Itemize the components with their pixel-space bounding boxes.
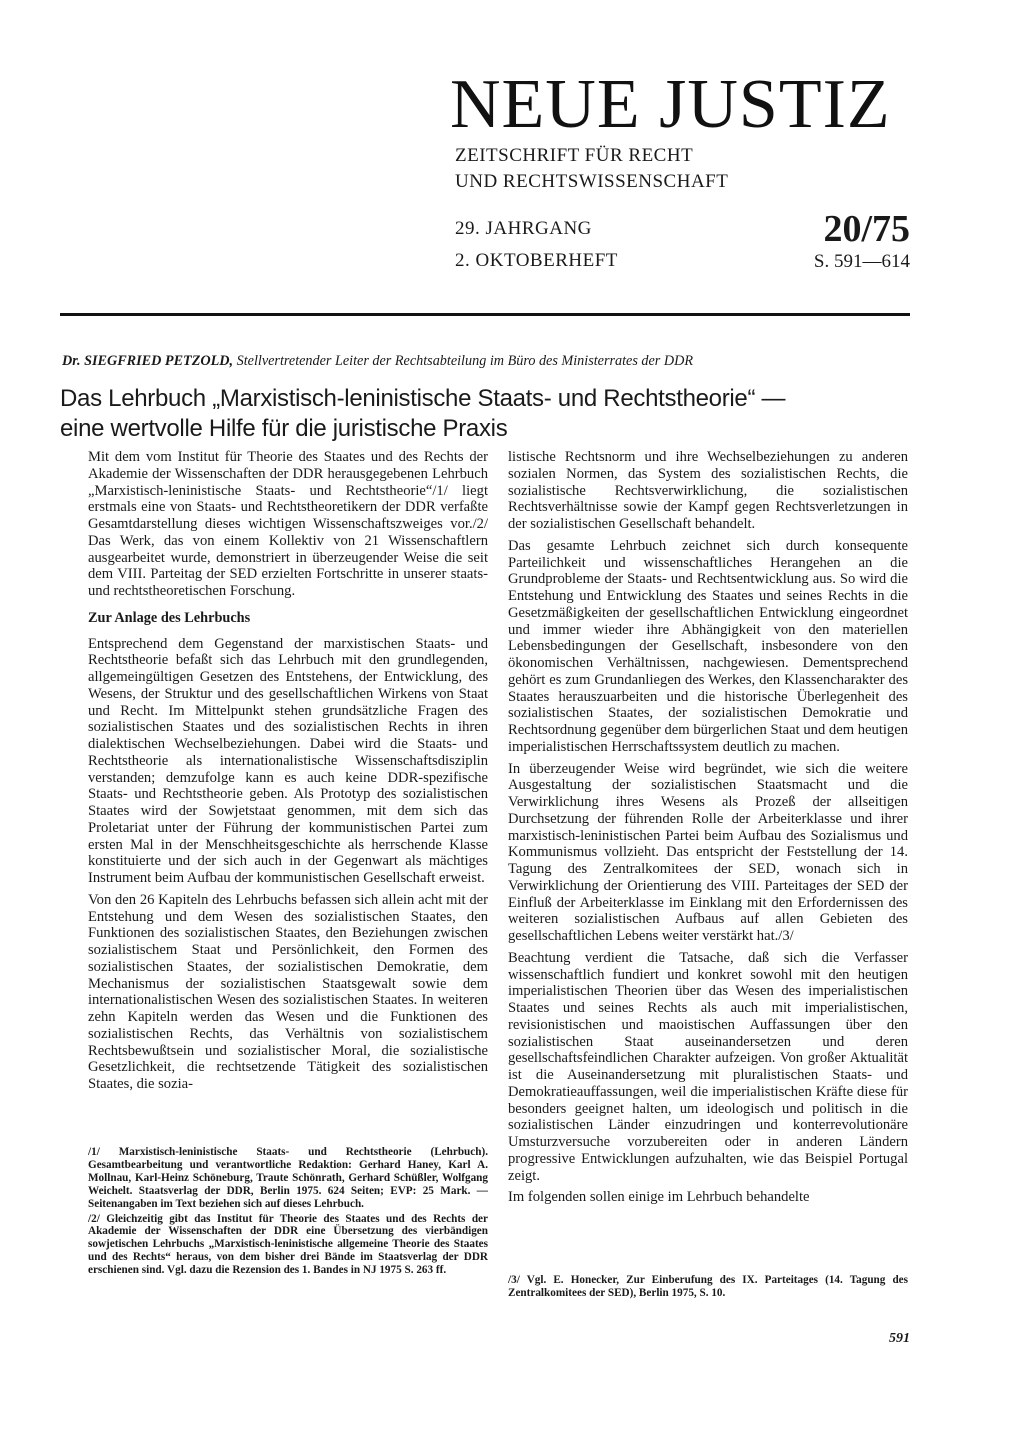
page-range: S. 591—614 [813, 251, 910, 272]
page-number: 591 [889, 1331, 910, 1346]
author-role: Stellvertretender Leiter der Rechtsabteilung im Büro des Ministerrates der DDR [236, 353, 694, 369]
footnote-1: /1/ Marxistisch-leninistische Staats- und Rechtstheorie (Lehrbuch). Gesamtbearbeitung und verantwortliche Redaktion: Gerhard Haney, Karl A. Mollnau, Karl-Heinz Schöneburg, Traute Schönrath, Gerhard Schüßler, Wolfgang Weichelt. Staatsverlag der DDR, Berlin 1975. 624 Seiten; EVP: 25 Mark. — Seitenangaben im Text beziehen sich auf dieses Lehrbuch. [88, 1146, 488, 1210]
paragraph: Im folgenden sollen einige im Lehrbuch behandelte [508, 1189, 810, 1206]
article-title-line-2: eine wertvolle Hilfe für die juristische Praxis [60, 415, 508, 442]
section-heading: Zur Anlage des Lehrbuchs [88, 609, 251, 626]
issue-number: 20/75 [823, 208, 910, 250]
article-title-line-1: Das Lehrbuch „Marxistisch-leninistische Staats- und Rechtstheorie“ — [60, 385, 786, 412]
left-column [88, 449, 488, 1098]
paragraph: Das gesamte Lehrbuch zeichnet sich durch konsequente Parteilichkeit und wissenschaftliches Herangehen an die Grundprobleme der Staats- und Rechtsentwicklung aus. So wird die Entstehung und Entwicklung des Staates und seines Rechts in die Gesetzmäßigkeiten der gesellschaftlichen Entwicklung eingeordnet und immer wieder ihre Abhängigkeit von den materiellen Lebensbedingungen der Gesellschaft, insbesondere von den ökonomischen Verhältnissen, nachgewiesen. Dementsprechend gehört es zum Grundanliegen des Werkes, den Klassencharakter des Staates herauszuarbeiten und die historische Überlegenheit des sozialistischen Staates, der sozialistischen Demokratie und Rechtsordnung gegenüber dem bürgerlichen Staat und dem heutigen imperialistischen Herrschaftssystem deutlich zu machen. [508, 537, 908, 755]
journal-subtitle [455, 143, 915, 195]
header-rule [60, 313, 910, 316]
subtitle-line-2: UND RECHTSWISSENSCHAFT [455, 171, 729, 192]
footnote-2: /2/ Gleichzeitig gibt das Institut für Theorie des Staates und des Rechts der Akademie der Wissenschaften der DDR eine Übersetzung des vierbändigen sowjetischen Lehrbuchs „Marxistisch-leninistische allgemeine Theorie des Staates und des Rechts“ heraus, von dem bisher drei Bände im Staatsverlag der DDR erschienen sind. Vgl. dazu die Rezension des 1. Bandes in NJ 1975 S. 263 ff. [88, 1212, 488, 1277]
paragraph: In überzeugender Weise wird begründet, wie sich die weitere Ausgestaltung der sozialistischen Staatsmacht und die Verwirklichung ihres Wesens als Prozeß der allseitigen Durchsetzung der führenden Rolle der Arbeiterklasse und ihrer marxistisch-leninistischen Partei beim Aufbau des Sozialismus und Kommunismus vollzieht. Das entspricht der Feststellung der 14. Tagung des Zentralkomitees der SED, wonach sich in Verwirklichung der Orientierung des VIII. Parteitages der SED der Einfluß der Arbeiterklasse im Einklang mit den Erfordernissen des weiteren sozialistischen Aufbaus auf allen Gebieten des gesellschaftlichen Lebens weiter verstärkt hat./3/ [508, 760, 908, 944]
journal-title: NEUE JUSTIZ [450, 66, 891, 143]
paragraph: Von den 26 Kapiteln des Lehrbuchs befassen sich allein acht mit der Entstehung und dem Wesen des sozialistischen Staates, den Funktionen des sozialistischen Staates, den Beziehungen zwischen sozialistischem Staat und Persönlichkeit, den Formen des sozialistischen Staates, der sozialistischen Demokratie, dem Mechanismus der sozialistischen Staatsgewalt sowie dem internationalistischen Wesen des sozialistischen Staates. In weiteren zehn Kapiteln werden das Wesen und die Funktionen des sozialistischen Rechts, das Verhältnis von sozialistischem Rechtsbewußtsein und sozialistischer Moral, die sozialistische Gesetzlichkeit, die rechtsetzende Tätigkeit des sozialistischen Staates, die sozia- [88, 891, 488, 1092]
author-name: Dr. SIEGFRIED PETZOLD, [62, 353, 234, 369]
subtitle-line-1: ZEITSCHRIFT FÜR RECHT [455, 145, 694, 166]
footnotes-right [508, 1274, 908, 1302]
footnotes-left [88, 1146, 488, 1279]
right-column [508, 449, 908, 1211]
author-line [62, 353, 912, 370]
footnote-3: /3/ Vgl. E. Honecker, Zur Einberufung des IX. Parteitages (14. Tagung des Zentralkomitees der SED), Berlin 1975, S. 10. [508, 1274, 908, 1299]
paragraph: Mit dem vom Institut für Theorie des Staates und des Rechts der Akademie der Wissenschaften der DDR herausgegebenen Lehrbuch „Marxistisch-leninistische Staats- und Rechtstheorie“/1/ liegt erstmals eine von Staats- und Rechtstheoretikern der DDR verfaßte Gesamtdarstellung dieses wichtigen Wissenschaftszweiges vor./2/ Das Werk, das von einem Kollektiv von 21 Wissenschaftlern ausgearbeitet wurde, demonstriert in überzeugender Weise die seit dem VIII. Parteitag der SED erzielten Fortschritte in unserer staats- und rechtstheoretischen Forschung. [88, 449, 488, 599]
issue-month: 2. OKTOBERHEFT [455, 250, 618, 271]
article-title [60, 384, 930, 444]
paragraph: Entsprechend dem Gegenstand der marxistischen Staats- und Rechtstheorie befaßt sich das Lehrbuch mit den grundlegenden, allgemeingültigen Gesetzen des Entstehens, der Entwicklung, des Wesens, der Struktur und des gesellschaftlichen Wirkens von Staat und Recht. Im Mittelpunkt stehen grundsätzliche Fragen des sozialistischen Staates und des sozialistischen Rechts in ihren dialektischen Wechselbeziehungen. Dabei wird die Staats- und Rechtstheorie als internationalistische Wissenschaftsdisziplin verstanden; demzufolge kann es auch keine DDR-spezifische Staats- und Rechtstheorie geben. Als Prototyp des sozialistischen Staates wird der Sowjetstaat genommen, mit dem sich das Proletariat unter der Führung der kommunistischen Partei zum ersten Mal in der Menschheitsgeschichte als herrschende Klasse konstituierte und der sich auch in der Gegenwart als mächtiges Instrument beim Aufbau der kommunistischen Gesellschaft erweist. [88, 635, 488, 886]
paragraph: Beachtung verdient die Tatsache, daß sich die Verfasser wissenschaftlich fundiert und konkret sowohl mit den heutigen imperialistischen Theorien über das Wesen des imperialistischen Staates und seines Rechts als auch mit imperialistischen, revisionistischen und maoistischen Auffassungen über den sozialistischen Staat auseinandersetzen und deren gesellschaftsfeindlichen Charakter aufzeigen. Von großer Aktualität ist die Auseinandersetzung mit pluralistischen Staats- und Demokratieauffassungen, weil die imperialistischen Kräfte diese für besonders geeignet halten, um ideologisch und politisch in die sozialistischen Länder einzudringen und konterrevolutionäre Umsturzversuche vorzubereiten oder in anderen Ländern progressive Entwicklungen aufzuhalten, wie das Beispiel Portugal zeigt. [508, 949, 908, 1184]
volume-year: 29. JAHRGANG [455, 218, 592, 239]
paragraph: listische Rechtsnorm und ihre Wechselbeziehungen zu anderen sozialen Normen, das System des sozialistischen Rechts, die sozialistische Rechtsverwirklichung, die sozialistischen Rechtsverhältnisse sowie der Kampf gegen Rechtsverletzungen in der sozialistischen Gesellschaft behandelt. [508, 449, 908, 532]
